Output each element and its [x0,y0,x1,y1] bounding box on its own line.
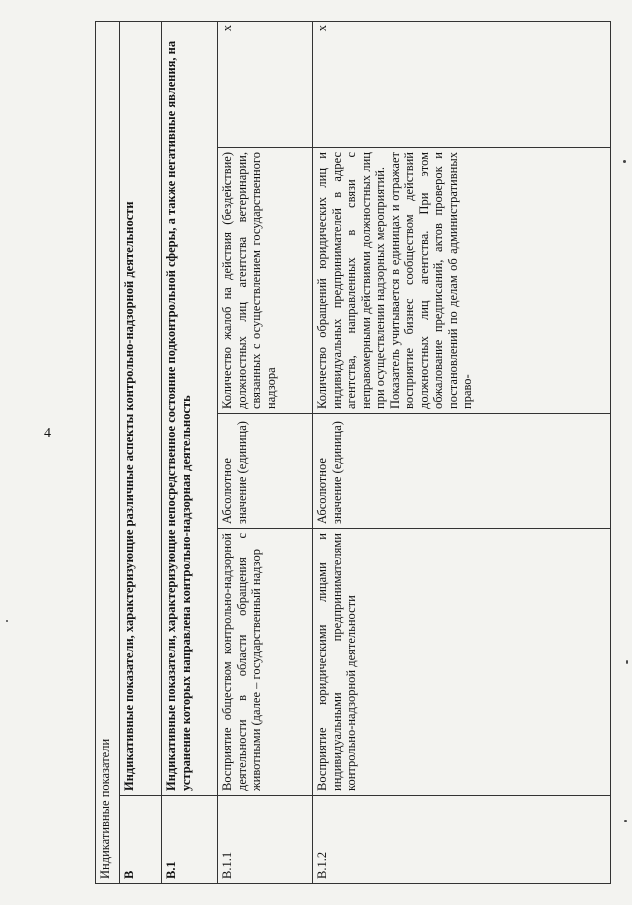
indicator-unit: Абсолютное значение (единица) [313,414,611,529]
indicator-code: В.1.2 [313,796,611,884]
indicator-name: Восприятие юридическими лицами и индивидуальными предпринимателями контрольно-надзорной деятельности [313,529,611,796]
scan-speck [624,820,627,822]
indicator-row [313,21,611,883]
rotated-table-wrapper [95,22,611,884]
indicators-table [95,21,611,884]
indicator-description-continued: Показатель учитывается в единицах и отражает восприятие бизнес сообществом действий должностных лиц агентства. При этом обжалование предписаний, актов проверок и постановлений по делам об административных право- [387,152,474,409]
table-row [120,21,162,883]
indicator-code: В.1.1 [218,796,313,884]
indicator-extra: х [218,21,313,147]
section-header: Индикативные показатели [96,21,120,883]
row-title: Индикативные показатели, характеризующие различные аспекты контрольно-надзорной деятельности [120,21,162,795]
row-code: В.1 [162,796,218,884]
document-sheet [95,22,611,884]
row-title: Индикативные показатели, характеризующие непосредственное состояние подконтрольной сферы, а также негативные явления, на устранение которых направлена контрольно-надзорная деятельность [162,21,218,795]
indicator-description-cell [313,148,611,414]
scan-speck [626,660,628,664]
table-row [162,21,218,883]
indicator-name: Восприятие обществом контрольно-надзорной деятельности в области обращения с животными (далее – государственный надзор [218,529,313,796]
indicator-description: Количество обращений юридических лиц и индивидуальных предпринимателей в адрес агентства, направленных в связи с неправомерными действиями должностных лиц при осуществлении надзорных мероприятий. [315,152,387,409]
row-code: В [120,796,162,884]
scan-speck [623,160,626,163]
section-header-row [96,21,120,883]
indicator-description: Количество жалоб на действия (бездействие) должностных лиц агентства ветеринарии, связанных с осуществлением государственного надзора [218,148,313,414]
scan-speck [6,620,8,622]
indicator-unit: Абсолютное значение (единица) [218,414,313,529]
indicator-row [218,21,313,883]
page-number: 4 [44,426,51,441]
indicator-extra: х [313,21,611,147]
